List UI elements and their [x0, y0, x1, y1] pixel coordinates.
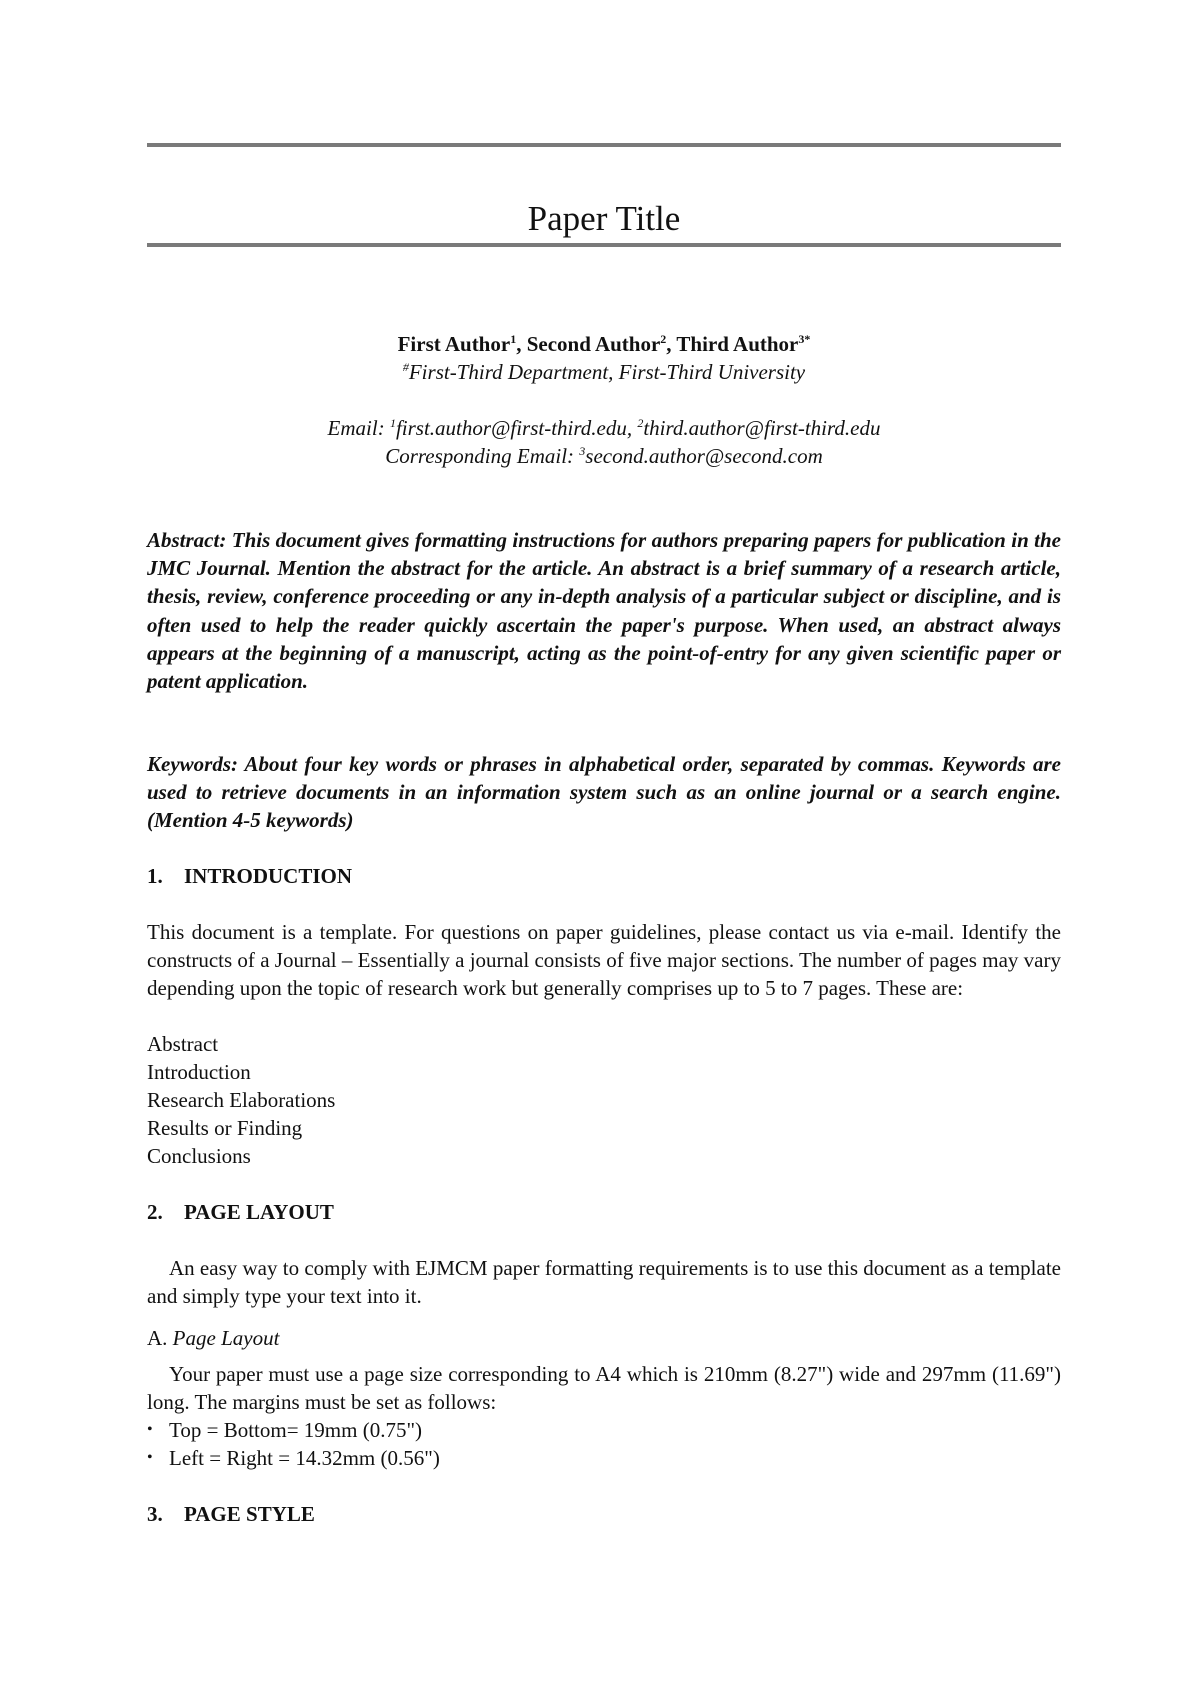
- top-rule: [147, 143, 1061, 147]
- list-item: Results or Finding: [147, 1116, 303, 1140]
- bullet-icon: •: [147, 1449, 153, 1466]
- margin-list: [147, 1416, 440, 1472]
- author-block: [147, 330, 1061, 470]
- section-title: INTRODUCTION: [184, 864, 353, 888]
- corresponding-sup: 3: [579, 444, 586, 458]
- subsection-title: Page Layout: [172, 1326, 280, 1350]
- list-item: Conclusions: [147, 1144, 251, 1168]
- keywords: Keywords: About four key words or phrases in alphabetical order, separated by commas. Keywords are used to retrieve documents in an information system such as an online journal or a search engine. (Mention 4-5 keywords): [147, 752, 1061, 833]
- page-layout-text: An easy way to comply with EJMCM paper formatting requirements is to use this document as a template and simply type your text into it.: [147, 1256, 1061, 1308]
- subsection-heading: [147, 1324, 279, 1352]
- corresponding-email: second.author@second.com: [585, 444, 823, 468]
- section-list: [147, 1030, 335, 1170]
- email-2: third.author@first-third.edu: [643, 416, 881, 440]
- affiliation-text: First-Third Department, First-Third University: [408, 360, 806, 384]
- email2-sup: 2: [637, 416, 644, 430]
- list-item-text: Top = Bottom= 19mm (0.75"): [169, 1418, 423, 1442]
- section-number: 1.: [147, 864, 163, 888]
- list-item: [147, 1444, 440, 1472]
- section-title: PAGE STYLE: [184, 1502, 315, 1526]
- section-number: 2.: [147, 1200, 163, 1224]
- page-size-text: Your paper must use a page size corresponding to A4 which is 210mm (8.27") wide and 297mm (11.69") long. The margins must be set as follows:: [147, 1362, 1061, 1414]
- second-author-sup: 2: [660, 332, 667, 346]
- list-item: Research Elaborations: [147, 1088, 336, 1112]
- paper-title: Paper Title: [527, 199, 681, 238]
- list-item: [147, 1416, 440, 1444]
- author-names: [147, 330, 1061, 358]
- section-title: PAGE LAYOUT: [184, 1200, 334, 1224]
- author-separator: ,: [516, 332, 527, 356]
- spacer: [147, 386, 1061, 414]
- corresponding-label: Corresponding Email:: [385, 444, 580, 468]
- author-separator: ,: [666, 332, 677, 356]
- email-label: Email:: [327, 416, 390, 440]
- abstract: Abstract: This document gives formatting instructions for authors preparing papers for publication in the JMC Journal. Mention the abstract for the article. An abstract is a brief summary of a research article, thesis, review, conference proceeding or any in-depth analysis of a particular subject or discipline, and is often used to help the reader quickly ascertain the paper's purpose. When used, an abstract always appears at the beginning of a manuscript, acting as the point-of-entry for any given scientific paper or patent application.: [147, 528, 1061, 694]
- email1-sup: 1: [389, 416, 396, 430]
- affiliation-sup: #: [402, 360, 409, 374]
- section-number: 3.: [147, 1502, 163, 1526]
- bullet-icon: •: [147, 1421, 153, 1438]
- section-heading-introduction: [147, 862, 352, 890]
- list-item: Abstract: [147, 1032, 219, 1056]
- title-rule: [147, 243, 1061, 247]
- subsection-label: A.: [147, 1326, 173, 1350]
- email-line: [147, 414, 1061, 442]
- introduction-text: This document is a template. For questions on paper guidelines, please contact us via e-mail. Identify the constructs of a Journal – Essentially a journal consists of five major sections. The number of pages may vary depending upon the topic of research work but generally comprises up to 5 to 7 pages. These are:: [147, 920, 1061, 1000]
- second-author: Second Author: [526, 332, 661, 356]
- section-heading-page-layout: [147, 1198, 334, 1226]
- first-author: First Author: [397, 332, 511, 356]
- list-item: Introduction: [147, 1060, 251, 1084]
- corresponding-email-line: [147, 442, 1061, 470]
- first-author-sup: 1: [510, 332, 517, 346]
- third-author: Third Author: [676, 332, 799, 356]
- list-item-text: Left = Right = 14.32mm (0.56"): [169, 1446, 440, 1470]
- third-author-sup: 3*: [798, 332, 811, 346]
- affiliation: [147, 358, 1061, 386]
- section-heading-page-style: [147, 1500, 315, 1528]
- email-1: first.author@first-third.edu,: [395, 416, 638, 440]
